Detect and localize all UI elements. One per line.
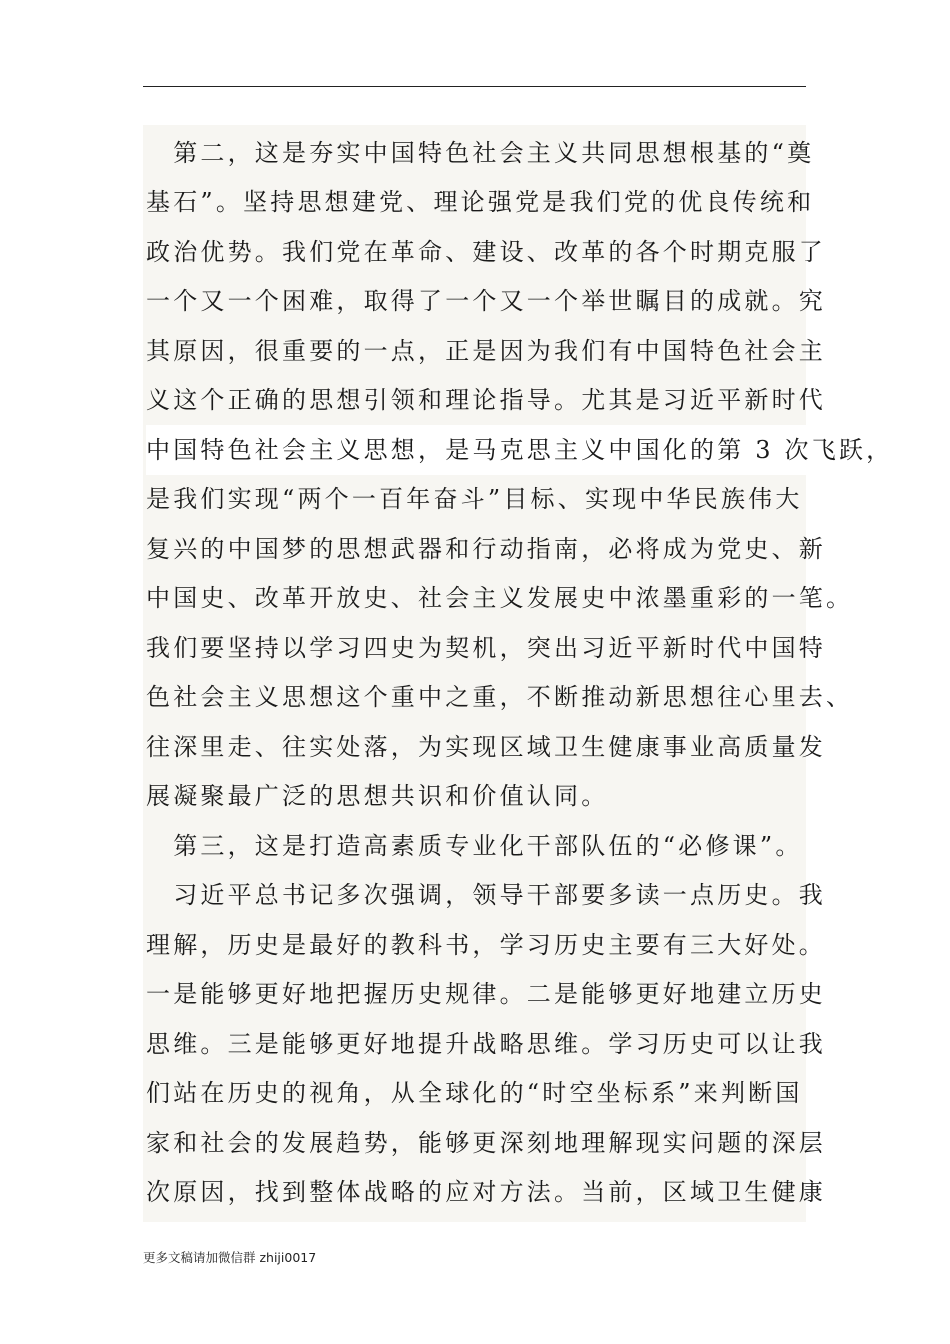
text-line: 次原因，找到整体战略的应对方法。当前，区域卫生健康 <box>146 1178 826 1206</box>
text-line: 基石”。坚持思想建党、理论强党是我们党的优良传统和 <box>146 188 815 216</box>
text-line: 家和社会的发展趋势，能够更深刻地理解现实问题的深层 <box>146 1129 826 1157</box>
text-line: 第三，这是打造高素质专业化干部队伍的“必修课”。 <box>146 832 803 860</box>
footer-note: 更多文稿请加微信群 zhiji0017 <box>143 1250 317 1265</box>
text-line: 一个又一个困难，取得了一个又一个举世瞩目的成就。究 <box>146 287 826 315</box>
text-line: 色社会主义思想这个重中之重，不断推动新思想往心里去、 <box>146 683 854 711</box>
text-line: 一是能够更好地把握历史规律。二是能够更好地建立历史 <box>146 980 826 1008</box>
text-line: 义这个正确的思想引领和理论指导。尤其是习近平新时代 <box>146 386 826 414</box>
text-line: 第二，这是夯实中国特色社会主义共同思想根基的“奠 <box>146 139 815 167</box>
text-line: 展凝聚最广泛的思想共识和价值认同。 <box>146 782 609 810</box>
text-line: 理解，历史是最好的教科书，学习历史主要有三大好处。 <box>146 931 826 959</box>
text-line: 中国特色社会主义思想，是马克思主义中国化的第 3 次飞跃， <box>146 425 899 475</box>
text-line: 思维。三是能够更好地提升战略思维。学习历史可以让我 <box>146 1030 826 1058</box>
text-line: 是我们实现“两个一百年奋斗”目标、实现中华民族伟大 <box>146 485 803 513</box>
text-line: 其原因，很重要的一点，正是因为我们有中国特色社会主 <box>146 337 826 365</box>
text-line: 政治优势。我们党在革命、建设、改革的各个时期克服了 <box>146 238 826 266</box>
text-line: 我们要坚持以学习四史为契机，突出习近平新时代中国特 <box>146 634 826 662</box>
text-line: 复兴的中国梦的思想武器和行动指南，必将成为党史、新 <box>146 535 826 563</box>
text-line: 往深里走、往实处落，为实现区域卫生健康事业高质量发 <box>146 733 826 761</box>
text-line: 们站在历史的视角，从全球化的“时空坐标系”来判断国 <box>146 1079 803 1107</box>
text-line: 习近平总书记多次强调，领导干部要多读一点历史。我 <box>146 881 826 909</box>
text-line: 中国史、改革开放史、社会主义发展史中浓墨重彩的一笔。 <box>146 584 854 612</box>
header-rule <box>143 86 806 87</box>
